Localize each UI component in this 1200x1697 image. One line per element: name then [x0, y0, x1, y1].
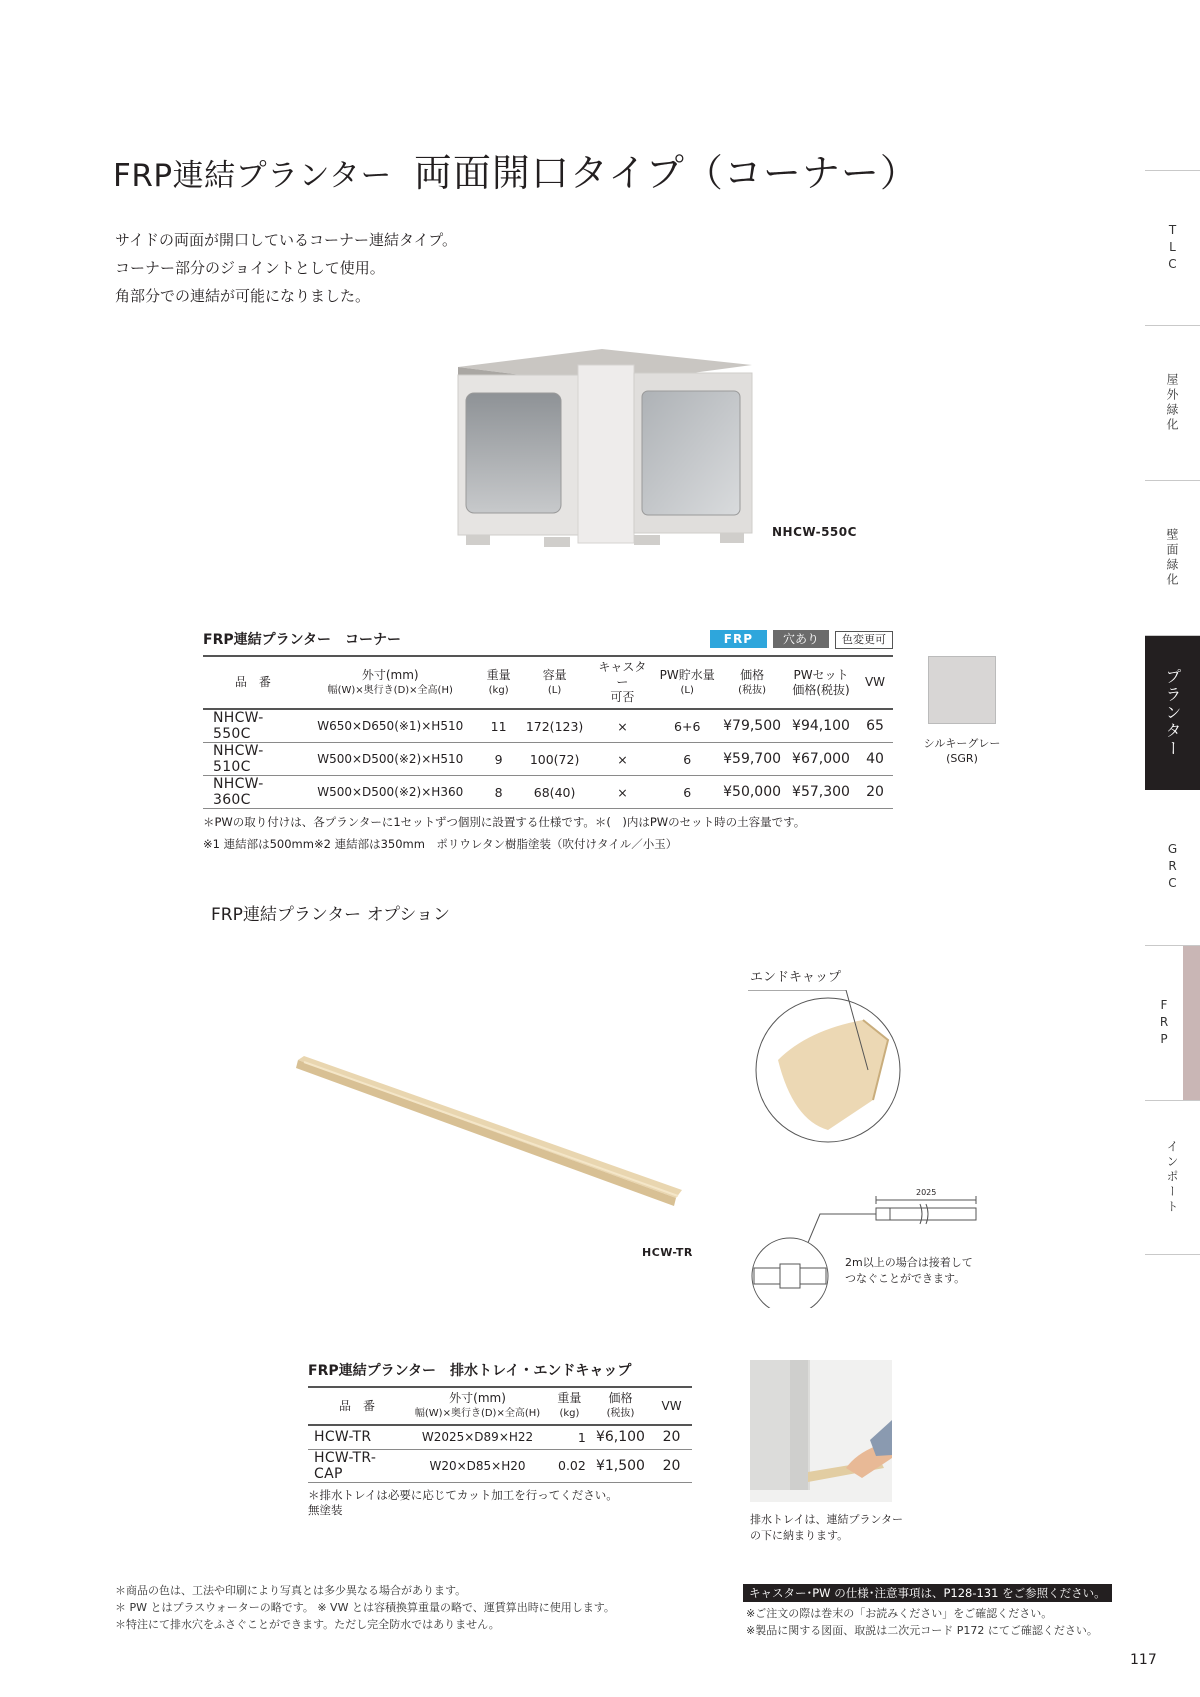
- intro-line: 角部分での連結が可能になりました。: [115, 287, 371, 305]
- sidebar-tab-import[interactable]: インポート: [1145, 1100, 1200, 1255]
- col-code: 品 番: [234, 675, 271, 689]
- col-pw-set: PWセット 価格(税抜): [792, 667, 850, 697]
- joint-diagram: [750, 1188, 990, 1308]
- sidebar-tab-grc[interactable]: GRC: [1165, 842, 1180, 893]
- color-swatch: [928, 656, 996, 724]
- badge-group: [704, 628, 893, 649]
- tray-table-section: [308, 1360, 692, 1518]
- swatch-label: シルキーグレー (SGR): [923, 737, 1001, 765]
- col-pw: PW貯水量 (L): [659, 667, 715, 696]
- endcap-label: エンドキャップ: [750, 970, 842, 985]
- product-caption: NHCW-550C: [772, 525, 857, 539]
- title-main: 両面開口タイプ（コーナー）: [413, 151, 919, 195]
- sidebar-tab-wall-greening[interactable]: 壁面緑化: [1145, 480, 1200, 635]
- joint-note: 2m以上の場合は接着して つなぐことができます。: [845, 1256, 973, 1285]
- install-photo: [750, 1360, 892, 1502]
- hole-badge: 穴あり: [773, 630, 829, 648]
- page-title: [113, 142, 919, 197]
- install-caption: 排水トレイは、連結プランター の下に納まります。: [750, 1513, 904, 1542]
- table-row: NHCW-510C W500×D500(※2)×H510 9 100(72) × 6 ¥59,700 ¥67,000 40: [203, 743, 893, 776]
- sidebar-tab-outdoor-greening[interactable]: 屋外緑化: [1145, 325, 1200, 480]
- sidebar-tab-planter[interactable]: プランター: [1145, 635, 1200, 790]
- col-price: 価格 (税抜): [738, 667, 766, 696]
- col-code: 品 番: [339, 1398, 376, 1413]
- col-capacity: 容量 (L): [542, 667, 567, 696]
- table-note: ※1 連結部は500mm※2 連結部は350mm ポリウレタン樹脂塗装（吹付けタイル／小玉）: [203, 837, 678, 851]
- caster-pw-notice: キャスター･PW の仕様･注意事項は、P128-131 をご参照ください。: [743, 1584, 1112, 1602]
- options-title: FRP連結プランター オプション: [211, 905, 451, 925]
- tray-caption: HCW-TR: [642, 1246, 693, 1259]
- col-weight: 重量 (kg): [486, 667, 511, 696]
- footer-notes-right: ※ご注文の際は巻末の「お読みください」をご確認ください。 ※製品に関する図面、取説は二次元コード P172 にてご確認ください。: [746, 1607, 1098, 1637]
- table-note: 無塗装: [308, 1502, 343, 1517]
- material-badge: FRP: [710, 630, 767, 648]
- table-row: NHCW-550C W650×D650(※1)×H510 11 172(123) × 6+6 ¥79,500 ¥94,100 65: [203, 709, 893, 743]
- sidebar-tab-frp[interactable]: FRP: [1145, 945, 1200, 1100]
- drain-tray-image: [290, 1040, 690, 1220]
- table-row: HCW-TR-CAP W20×D85×H20 0.02 ¥1,500 20: [308, 1449, 692, 1482]
- col-caster: キャスター 可否: [598, 660, 647, 704]
- frp-tab-accent: [1183, 946, 1200, 1100]
- corner-spec-table: [203, 655, 893, 809]
- page-number: 117: [1130, 1652, 1157, 1668]
- tray-spec-table: [308, 1386, 692, 1483]
- dimension-label: 2025: [916, 1188, 937, 1197]
- corner-planter-image: [452, 345, 770, 555]
- title-prefix: FRP連結プランター: [113, 158, 392, 194]
- table-header-row: [308, 1387, 692, 1425]
- col-size: 外寸(mm) 幅(W)×奥行き(D)×全高(H): [414, 1391, 541, 1419]
- col-vw: VW: [864, 675, 886, 689]
- table-row: HCW-TR W2025×D89×H22 1 ¥6,100 20: [308, 1425, 692, 1449]
- color-change-badge: 色変更可: [835, 631, 893, 649]
- intro-line: サイドの両面が開口しているコーナー連結タイプ。: [115, 231, 458, 249]
- tray-table-title: FRP連結プランター 排水トレイ・エンドキャップ: [308, 1363, 632, 1379]
- endcap-image: [748, 990, 908, 1150]
- table-header-row: [203, 656, 893, 709]
- corner-table-title: FRP連結プランター コーナー: [203, 632, 402, 648]
- col-weight: 重量 (kg): [557, 1391, 582, 1419]
- table-note: ＊PWの取り付けは、各プランターに1セットずつ個別に設置する仕様です。＊( )内はPWのセット時の土容量です。: [203, 815, 806, 829]
- col-price: 価格 (税抜): [606, 1391, 635, 1419]
- col-size: 外寸(mm) 幅(W)×奥行き(D)×全高(H): [327, 667, 453, 696]
- sidebar-tab-tlc[interactable]: TLC: [1145, 170, 1200, 325]
- table-note: ＊排水トレイは必要に応じてカット加工を行ってください。: [308, 1487, 618, 1502]
- footer-notes-left: ＊商品の色は、工法や印刷により写真とは多少異なる場合があります。 ＊ PW とはプラスウォーターの略です。 ※ VW とは容積換算重量の略で、運賃算出時に使用します。 ＊特注にて排水穴をふさぐことができます。ただし完全防水ではありません。: [115, 1584, 615, 1631]
- table-row: NHCW-360C W500×D500(※2)×H360 8 68(40) × 6 ¥50,000 ¥57,300 20: [203, 776, 893, 809]
- corner-table-section: [203, 628, 893, 855]
- intro-line: コーナー部分のジョイントとして使用。: [115, 259, 385, 277]
- intro-text: [115, 226, 457, 310]
- col-vw: VW: [661, 1398, 682, 1413]
